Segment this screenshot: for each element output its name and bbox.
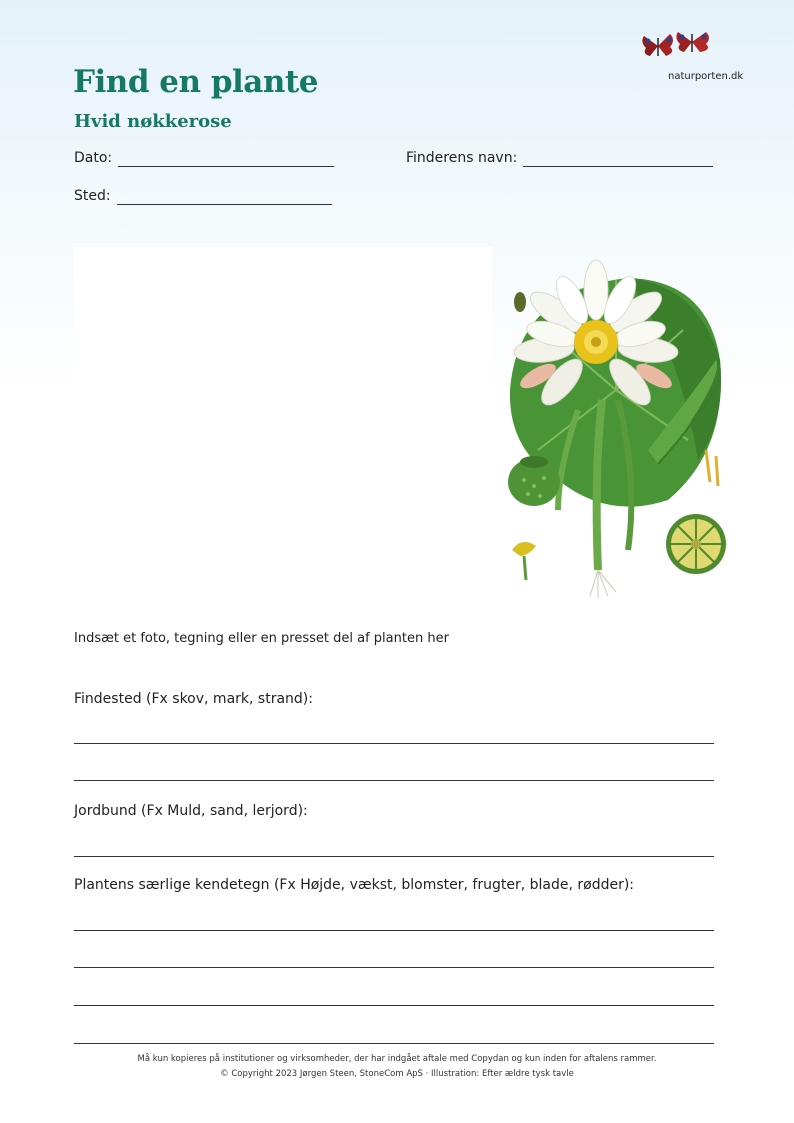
date-field[interactable] xyxy=(118,166,334,167)
finder-field[interactable] xyxy=(523,166,713,167)
features-label: Plantens særlige kendetegn (Fx Højde, vækst, blomster, frugter, blade, rødder): xyxy=(74,877,635,893)
water-lily-illustration xyxy=(498,250,734,602)
photo-area[interactable] xyxy=(74,247,492,600)
habitat-answer-line-1[interactable] xyxy=(74,743,714,744)
features-answer-line-4[interactable] xyxy=(74,1043,714,1044)
butterfly-logo-icon xyxy=(634,26,718,64)
features-answer-line-1[interactable] xyxy=(74,930,714,931)
features-answer-line-2[interactable] xyxy=(74,967,714,968)
habitat-answer-line-2[interactable] xyxy=(74,780,714,781)
habitat-label: Findested (Fx skov, mark, strand): xyxy=(74,691,313,707)
place-label: Sted: xyxy=(74,188,111,204)
footer-copy-notice: Må kun kopieres på institutioner og virksomheder, der har indgået aftale med Copydan og kun inden for aftalens rammer. xyxy=(137,1054,657,1064)
plant-name: Hvid nøkkerose xyxy=(74,111,232,132)
finder-label: Finderens navn: xyxy=(406,150,518,166)
date-label: Dato: xyxy=(74,150,113,166)
site-label: naturporten.dk xyxy=(668,71,744,82)
insert-instruction: Indsæt et foto, tegning eller en presset del af planten her xyxy=(74,631,449,646)
features-answer-line-3[interactable] xyxy=(74,1005,714,1006)
footer-copyright: © Copyright 2023 Jørgen Steen, StoneCom ApS · Illustration: Efter ældre tysk tavle xyxy=(220,1069,574,1079)
place-field[interactable] xyxy=(117,204,332,205)
soil-answer-line[interactable] xyxy=(74,856,714,857)
page-title: Find en plante xyxy=(73,64,318,100)
soil-label: Jordbund (Fx Muld, sand, lerjord): xyxy=(74,803,308,819)
